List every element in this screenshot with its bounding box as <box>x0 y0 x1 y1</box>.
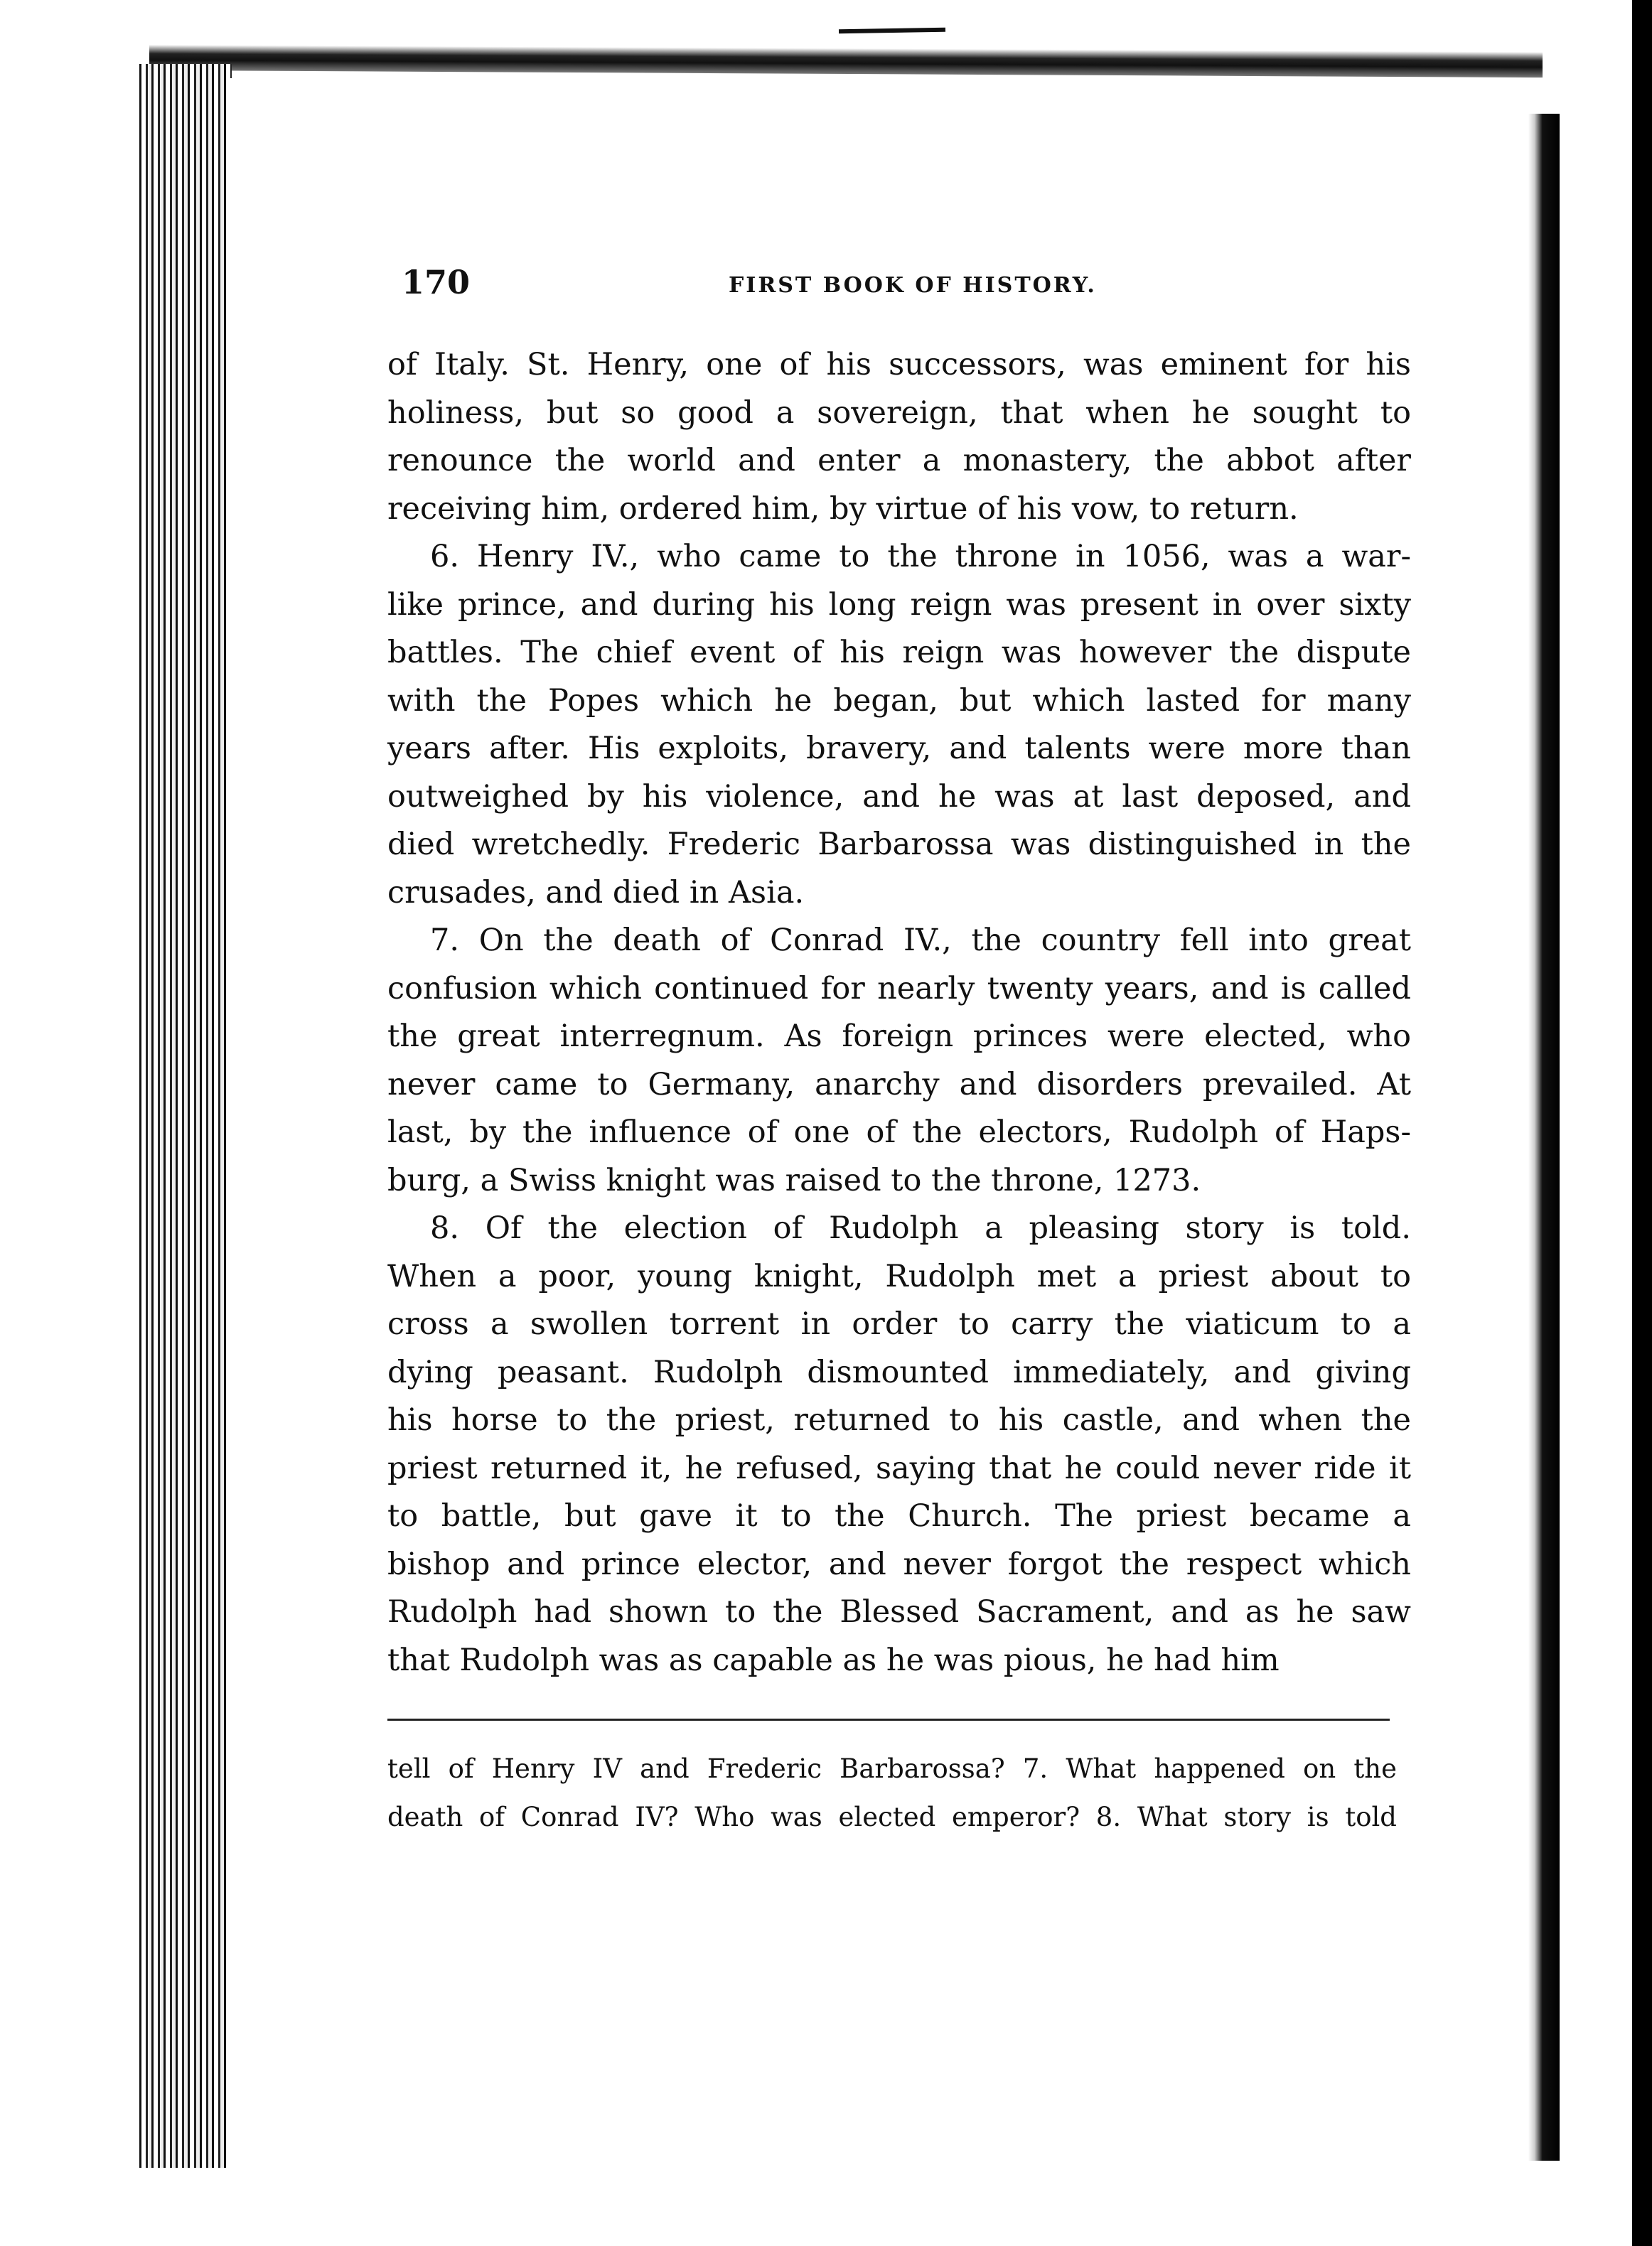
text-line: his horse to the priest, returned to his castle, and when the <box>387 1402 1411 1438</box>
text-line: the great interregnum. As foreign princes were elected, who <box>387 1019 1411 1054</box>
text-line: dying peasant. Rudolph dismounted immediately, and giving <box>387 1354 1411 1390</box>
binding-gutter <box>1528 114 1560 2161</box>
scan-mark <box>839 28 945 34</box>
text-line: battles. The chief event of his reign was however the dispute <box>387 635 1411 670</box>
footnote <box>387 1748 1397 1844</box>
text-line: renounce the world and enter a monastery, the abbot after <box>387 443 1411 478</box>
text-line: cross a swollen torrent in order to carry the viaticum to a <box>387 1306 1411 1342</box>
facing-page-fragment: e <box>1577 1206 1593 1237</box>
facing-page-fragment: c <box>1577 1405 1592 1436</box>
facing-page-fragment: V. <box>1577 1789 1600 1820</box>
text-line: bishop and prince elector, and never forgot the respect which <box>387 1546 1411 1582</box>
text-line: like prince, and during his long reign was present in over sixty <box>387 586 1411 623</box>
text-line: outweighed by his violence, and he was at last deposed, and <box>387 778 1411 815</box>
text-line: confusion which continued for nearly twenty years, and is called <box>387 970 1411 1006</box>
text-line: that Rudolph was as capable as he was pious, he had him <box>387 1642 1280 1678</box>
text-line: 8. Of the election of Rudolph a pleasing story is told. <box>430 1210 1411 1246</box>
text-line: died wretchedly. Frederic Barbarossa was distinguished in the <box>387 827 1411 862</box>
facing-page-fragment: of <box>1577 1718 1603 1749</box>
text-line: never came to Germany, anarchy and disorders prevailed. At <box>387 1066 1411 1102</box>
text-line: burg, a Swiss knight was raised to the throne, 1273. <box>387 1162 1201 1198</box>
facing-page-fragment: ar <box>1577 1753 1606 1785</box>
facing-page-fragment: si <box>1577 1498 1599 1529</box>
text-line: to battle, but gave it to the Church. The priest became a <box>387 1498 1411 1534</box>
text-line: receiving him, ordered him, by virtue of his vow, to return. <box>387 490 1299 527</box>
text-line: Rudolph had shown to the Blessed Sacrament, and as he saw <box>387 1594 1411 1630</box>
facing-page-fragment: su <box>1577 1825 1608 1856</box>
footnote-line: death of Conrad IV? Who was elected emperor? 8. What story is told <box>387 1801 1397 1832</box>
text-line: holiness, but so good a sovereign, that when he sought to <box>387 394 1411 431</box>
text-line: last, by the influence of one of the electors, Rudolph of Haps- <box>387 1114 1411 1150</box>
facing-page-fragment: — <box>1577 1647 1604 1678</box>
facing-page-fragment: g <box>1577 1547 1594 1579</box>
text-line: 7. On the death of Conrad IV., the country fell into great <box>430 923 1411 958</box>
text-line: of Italy. St. Henry, one of his successors, was eminent for his <box>387 347 1411 382</box>
facing-page-fragment: e <box>1577 1164 1593 1195</box>
text-line: When a poor, young knight, Rudolph met a priest about to <box>387 1258 1411 1294</box>
footnote-rule <box>387 1719 1390 1721</box>
facing-page-fragment: c <box>1577 1348 1592 1380</box>
facing-page-fragment: i <box>1577 1249 1586 1280</box>
text-line: years after. His exploits, bravery, and talents were more than <box>387 731 1411 766</box>
text-line: with the Popes which he began, but which lasted for many <box>387 682 1411 719</box>
page-number: 170 <box>402 263 471 301</box>
text-line: 6. Henry IV., who came to the throne in 1056, was a war- <box>430 539 1411 574</box>
page-top-edge <box>149 45 1543 77</box>
facing-page-fragment: a <box>1577 1448 1593 1479</box>
facing-page-edge <box>1632 0 1652 2246</box>
text-line: crusades, and died in Asia. <box>387 874 805 910</box>
footnote-line: tell of Henry IV and Frederic Barbarossa? 7. What happened on the <box>387 1753 1397 1784</box>
running-title: FIRST BOOK OF HISTORY. <box>729 273 1097 298</box>
body-text <box>387 341 1411 1684</box>
page-block-edge <box>139 64 232 2168</box>
page-header <box>402 263 1411 306</box>
text-line: priest returned it, he refused, saying that he could never ride it <box>387 1450 1411 1486</box>
